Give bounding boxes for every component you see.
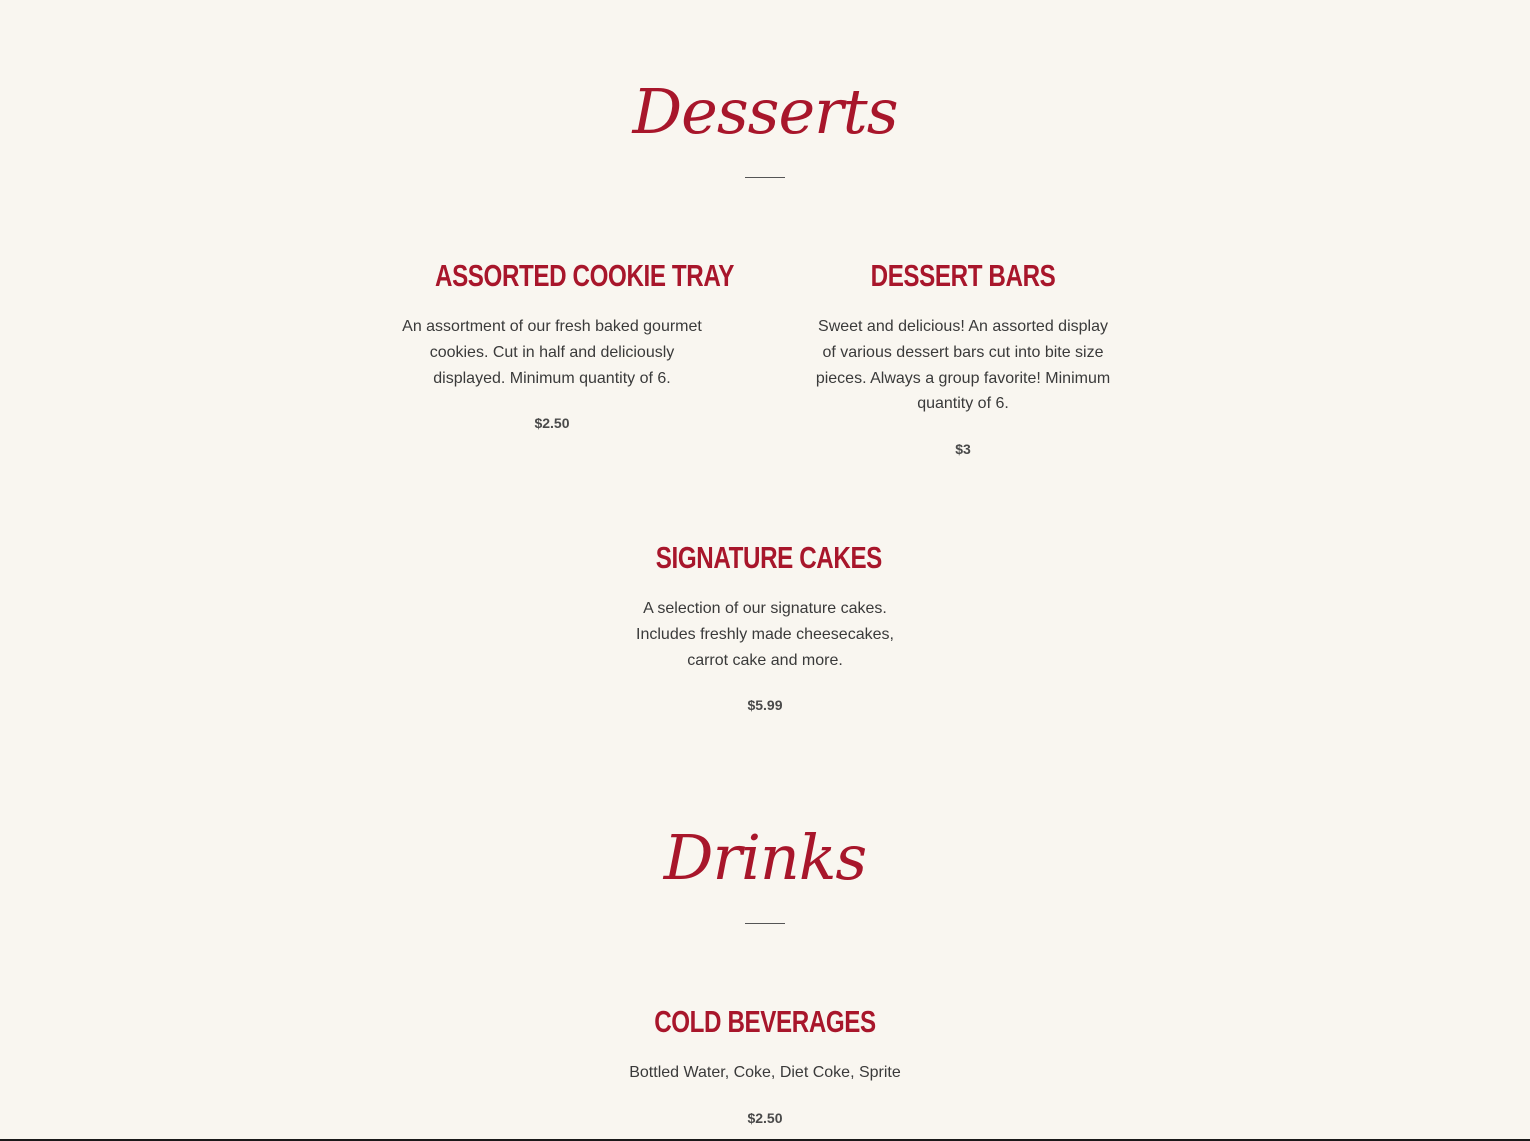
menu-item-assorted-cookie-tray	[402, 258, 734, 433]
item-price: $5.99	[747, 697, 783, 714]
desserts-section-title: Desserts	[632, 75, 898, 148]
item-price: $2.50	[534, 415, 570, 432]
item-name: COLD BEVERAGES	[654, 1004, 876, 1039]
desserts-divider	[745, 177, 785, 178]
item-name: SIGNATURE CAKES	[655, 540, 882, 575]
item-description: Bottled Water, Coke, Diet Coke, Sprite	[629, 1064, 901, 1081]
menu-item-cold-beverages	[605, 1004, 925, 1128]
item-price: $2.50	[747, 1109, 783, 1126]
drinks-divider	[745, 923, 785, 924]
item-name: ASSORTED COOKIE TRAY	[435, 258, 734, 293]
item-price: $3	[955, 441, 971, 458]
menu-item-dessert-bars	[810, 258, 1116, 459]
item-description: A selection of our signature cakes. Includes freshly made cheesecakes, carrot cake and more.	[636, 600, 894, 669]
menu-item-signature-cakes	[625, 540, 905, 715]
item-description: An assortment of our fresh baked gourmet cookies. Cut in half and deliciously displayed. Minimum quantity of 6.	[402, 318, 702, 387]
item-name: DESSERT BARS	[870, 258, 1056, 293]
item-description: Sweet and delicious! An assorted display of various dessert bars cut into bite size pieces. Always a group favorite! Minimum quantity of 6.	[815, 318, 1111, 413]
drinks-section-title: Drinks	[663, 821, 867, 894]
